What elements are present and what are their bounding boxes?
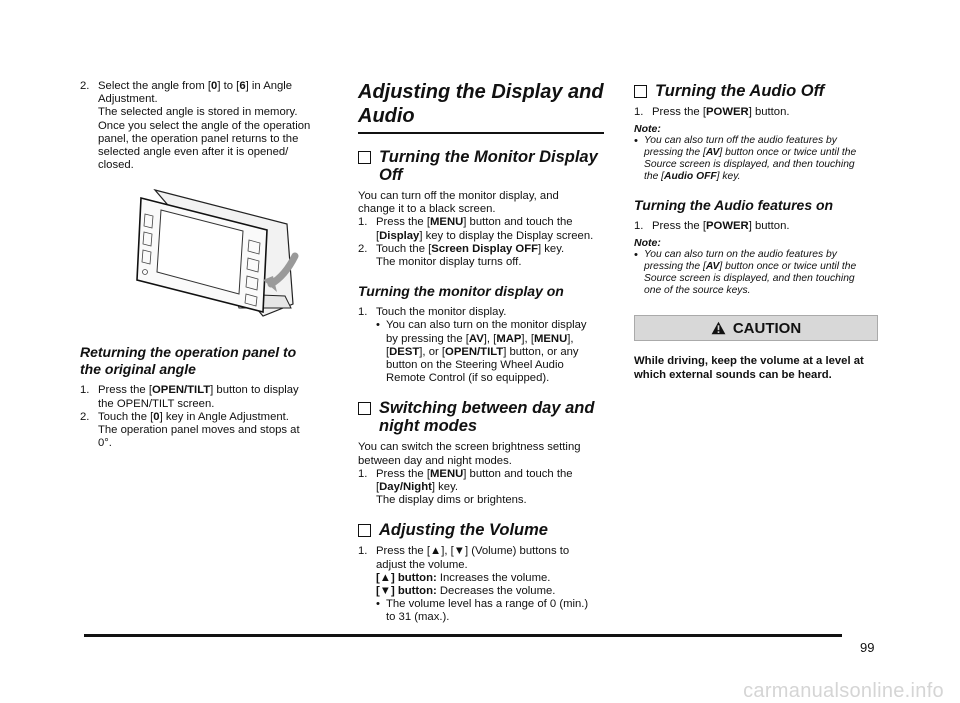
- note-label: Note:: [634, 237, 661, 250]
- text-line: The monitor display turns off.: [376, 256, 522, 269]
- text-span: Press the [: [376, 545, 430, 558]
- heading-text: [379, 148, 598, 184]
- text-line: Once you select the angle of the operation: [98, 119, 311, 132]
- volume-heading: [358, 521, 604, 539]
- caution-banner: [634, 315, 878, 341]
- step-number: 2.: [358, 242, 368, 255]
- text-line: Source screen is displayed, and then touching: [644, 273, 855, 285]
- text-line: between day and night modes.: [358, 454, 512, 467]
- bullet-icon: •: [634, 135, 638, 148]
- heading-line: Turning the Monitor Display: [379, 148, 598, 166]
- heading-text: [379, 399, 594, 435]
- step-number: 1.: [358, 467, 368, 480]
- text-span: ] key.: [716, 171, 741, 183]
- step-text: [376, 545, 604, 598]
- text-line: You can also turn on the monitor display: [386, 319, 587, 332]
- text-span: Press the [: [376, 467, 430, 480]
- text-span: ] button.: [748, 220, 790, 233]
- key-label: OPEN/TILT: [445, 345, 504, 358]
- text-line: which external sounds can be heard.: [634, 368, 832, 381]
- note-bullet: [634, 249, 878, 297]
- volume-down-label: [▼] button:: [376, 585, 437, 598]
- text-line: While driving, keep the volume at a level at: [634, 355, 864, 368]
- text-span: Press the [: [376, 216, 430, 229]
- text-span: [: [376, 481, 380, 494]
- tilted-operation-panel-illustration: [135, 184, 305, 326]
- key-label: MENU: [430, 216, 464, 229]
- text-span: Increases the volume.: [436, 571, 551, 584]
- text-line: panel, the operation panel returns to the: [98, 132, 299, 145]
- text-span: ] button:: [390, 571, 437, 584]
- monitor-on-step-1: [358, 306, 604, 319]
- return-panel-heading: [80, 344, 330, 378]
- heading-text: Adjusting the Volume: [379, 521, 548, 540]
- step-text: Touch the monitor display.: [376, 306, 507, 319]
- key-label: 0: [211, 80, 218, 92]
- text-line: You can turn off the monitor display, and: [358, 190, 559, 202]
- key-label: Audio OFF: [664, 171, 717, 183]
- key-label: 0: [153, 410, 160, 423]
- key-label: AV: [705, 147, 720, 159]
- text-line: the OPEN/TILT screen.: [98, 397, 215, 410]
- text-span: ] button.: [748, 106, 790, 118]
- text-span: ],: [567, 332, 574, 345]
- heading-line: night modes: [379, 417, 478, 436]
- note-text: [644, 249, 878, 297]
- bullet-icon: •: [376, 598, 380, 611]
- text-line: to 31 (max.).: [386, 611, 450, 624]
- key-label: POWER: [706, 220, 749, 233]
- heading-line: Returning the operation panel to: [80, 344, 297, 361]
- step-number: 1.: [80, 384, 90, 397]
- text-line: change it to a black screen.: [358, 203, 496, 216]
- heading-line: Switching between day and: [379, 399, 595, 418]
- volume-range-bullet: [376, 598, 604, 624]
- note-label: Note:: [634, 123, 661, 136]
- checkbox-square-icon: [358, 402, 371, 415]
- bullet-text: [386, 319, 604, 385]
- heading-text: Turning the Audio Off: [655, 82, 825, 100]
- triangle-down-icon: ▼: [379, 585, 391, 598]
- checkbox-square-icon: [358, 524, 371, 537]
- key-label: MENU: [430, 467, 464, 480]
- triangle-up-icon: ▲: [379, 571, 391, 584]
- text-span: pressing the [: [644, 261, 706, 273]
- text-span: ] key.: [538, 242, 565, 255]
- text-span: ] button:: [390, 585, 437, 598]
- text-line: Source screen is displayed, and then touching: [644, 159, 855, 171]
- text-span: Press the [: [652, 106, 706, 118]
- title-line: Audio: [358, 105, 415, 127]
- monitor-off-step-1: [358, 216, 604, 242]
- return-step-2: [80, 411, 330, 451]
- text-line: selected angle even after it is opened/: [98, 146, 289, 159]
- text-span: Decreases the volume.: [436, 585, 556, 598]
- text-line: You can also turn on the audio features by: [644, 249, 837, 261]
- heading-line: the original angle: [80, 361, 196, 378]
- text-span: ] button once or twice until the: [719, 261, 857, 273]
- caution-label: CAUTION: [732, 319, 802, 337]
- text-line: closed.: [98, 159, 134, 172]
- text-line: one of the source keys.: [644, 285, 751, 297]
- key-label: POWER: [706, 106, 749, 118]
- note-text: [644, 135, 878, 183]
- step-text: [98, 384, 330, 410]
- warning-triangle-icon: [711, 321, 726, 335]
- bullet-icon: •: [634, 249, 638, 262]
- text-span: pressing the [: [644, 147, 706, 159]
- step-number: 1.: [634, 106, 644, 118]
- text-span: ], [: [521, 332, 534, 345]
- checkbox-square-icon: [634, 85, 647, 98]
- key-label: OPEN/TILT: [152, 384, 211, 397]
- daynight-intro: [358, 441, 604, 467]
- text-span: Touch the [: [98, 410, 154, 423]
- watermark-text: carmanualsonline.info: [743, 680, 944, 702]
- text-line: You can also turn off the audio features by: [644, 135, 837, 147]
- text-span: by pressing the [: [386, 332, 469, 345]
- audio-on-note: [634, 249, 878, 297]
- step-number: 1.: [358, 306, 368, 319]
- angle-step-2: [80, 80, 330, 172]
- key-label: AV: [705, 261, 720, 273]
- daynight-heading: [358, 399, 604, 435]
- text-span: ] button, or any: [503, 345, 579, 358]
- text-span: ] button once or twice until the: [719, 147, 857, 159]
- text-span: ] key in Angle Adjustment.: [159, 410, 289, 423]
- step-text: [652, 220, 878, 233]
- text-line: adjust the volume.: [376, 558, 468, 571]
- column-right: [634, 80, 878, 382]
- step-text: [98, 80, 330, 172]
- text-line: 0°.: [98, 437, 112, 450]
- step-number: 1.: [358, 216, 368, 229]
- text-span: ] in Angle: [245, 80, 293, 92]
- text-span: ] (Volume) buttons to: [464, 545, 570, 558]
- text-line: The selected angle is stored in memory.: [98, 106, 298, 119]
- step-text: [98, 411, 330, 451]
- step-number: 1.: [634, 220, 644, 233]
- triangle-down-icon: ▼: [453, 545, 465, 558]
- step-number: 2.: [80, 80, 90, 92]
- text-span: ] button to display: [210, 384, 299, 397]
- step-number: 2.: [80, 410, 90, 423]
- monitor-on-heading: Turning the monitor display on: [358, 283, 564, 300]
- text-line: You can switch the screen brightness setting: [358, 441, 581, 454]
- text-span: the [: [644, 171, 665, 183]
- text-span: Touch the [: [376, 242, 432, 255]
- key-label: Display: [379, 229, 420, 242]
- key-label: AV: [468, 332, 484, 345]
- page-number: 99: [860, 640, 875, 655]
- step-text: [376, 468, 604, 508]
- text-span: ], [: [483, 332, 497, 345]
- heading-line: Off: [379, 166, 403, 184]
- text-line: Adjustment.: [98, 93, 158, 106]
- text-span: ] key.: [431, 481, 459, 494]
- title-line: Adjusting the Display and: [358, 81, 604, 103]
- text-line: The operation panel moves and stops at: [98, 424, 300, 437]
- bullet-icon: •: [376, 319, 380, 332]
- step-text: [652, 106, 878, 119]
- monitor-off-intro: [358, 190, 604, 216]
- text-line: button on the Steering Wheel Audio: [386, 359, 564, 372]
- audio-off-step-1: [634, 106, 878, 119]
- key-label: MAP: [496, 332, 522, 345]
- note-bullet: [634, 135, 878, 183]
- audio-on-heading: Turning the Audio features on: [634, 197, 834, 214]
- audio-off-heading: [634, 82, 878, 100]
- key-label: MENU: [533, 332, 568, 345]
- text-span: ] button and touch the: [463, 467, 573, 480]
- text-span: ], [: [441, 545, 454, 558]
- monitor-off-step-2: [358, 243, 604, 269]
- text-span: ] button and touch the: [463, 216, 573, 229]
- text-span: ] to [: [217, 80, 240, 92]
- daynight-step-1: [358, 468, 604, 508]
- audio-on-step-1: [634, 220, 878, 233]
- audio-off-note: [634, 135, 878, 183]
- key-label: Day/Night: [379, 481, 432, 494]
- text-span: Press the [: [98, 384, 152, 397]
- text-span: Press the [: [652, 220, 706, 233]
- key-label: 6: [239, 80, 246, 92]
- monitor-off-heading: [358, 148, 604, 184]
- caution-text: [634, 355, 878, 382]
- step-text: [376, 216, 604, 242]
- bullet-text: [386, 598, 604, 624]
- text-span: [: [386, 345, 390, 358]
- footer-divider: [84, 634, 842, 637]
- column-middle: [358, 80, 604, 625]
- key-label: DEST: [389, 345, 420, 358]
- checkbox-square-icon: [358, 151, 371, 164]
- text-line: The display dims or brightens.: [376, 494, 527, 507]
- key-label: Screen Display OFF: [431, 242, 538, 255]
- column-left: [80, 80, 330, 450]
- text-span: ], or [: [419, 345, 446, 358]
- volume-step-1: [358, 545, 604, 598]
- text-span: ] key to display the Display screen.: [419, 229, 594, 242]
- triangle-up-icon: ▲: [430, 545, 442, 558]
- text-line: The volume level has a range of 0 (min.): [386, 598, 589, 611]
- return-step-1: [80, 384, 330, 410]
- step-number: 1.: [358, 545, 368, 558]
- page-title: [358, 80, 604, 134]
- volume-up-label: [▲] button:: [376, 571, 437, 584]
- step-text: [376, 243, 604, 269]
- text-span: Select the angle from [: [98, 80, 212, 92]
- text-line: Remote Control (if so equipped).: [386, 372, 550, 385]
- monitor-on-bullet: [376, 319, 604, 385]
- text-span: [: [376, 229, 380, 242]
